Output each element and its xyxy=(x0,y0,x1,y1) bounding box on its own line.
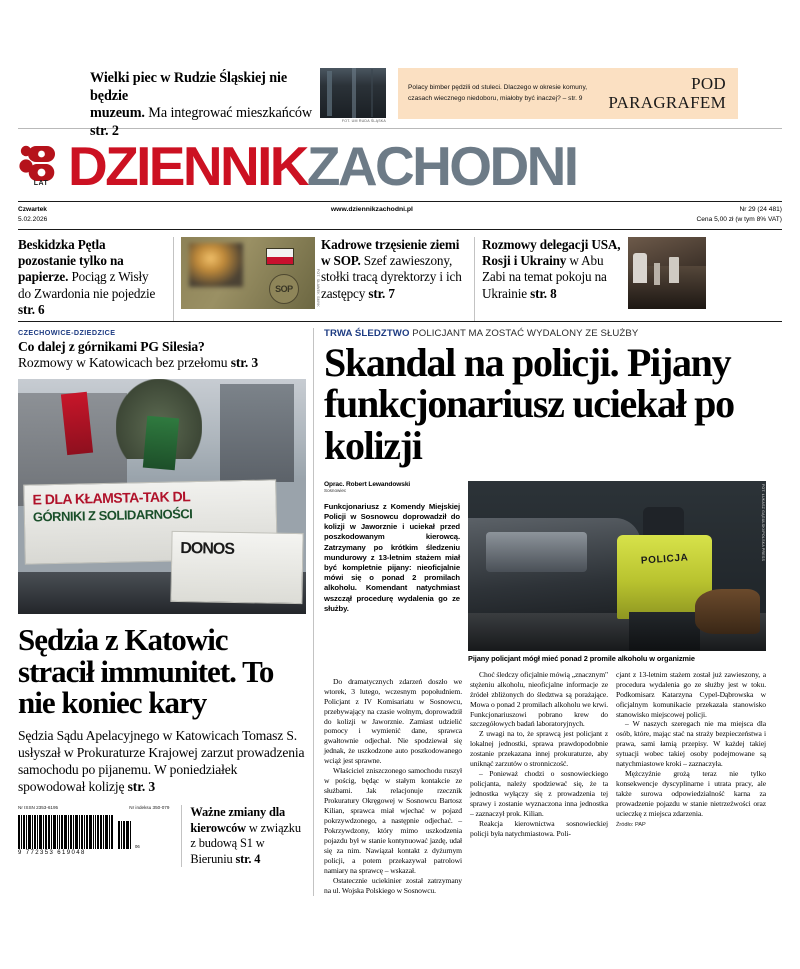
article-body-text-1 xyxy=(324,677,462,897)
index-label: Nr indeksu 350-079 xyxy=(129,805,170,811)
paragraph: Mężczyźnie grożą teraz nie tylko konsekwencje dyscyplinarne i utrata pracy, ale także surowa odpowiedzialność karna za prowadzenie pojazdu w stanie nietrzeźwości oraz ucieczkę z miejsca zdarzenia. xyxy=(616,769,766,819)
photo-dog xyxy=(695,589,761,633)
article-body-col2 xyxy=(470,670,616,897)
paragraph: Z uwagi na to, że sprawcą jest policjant z lokalnej jednostki, sprawa prawdopodobnie zostanie przekazana innej prokuraturze, aby uniknąć zarzutów o stronniczość. xyxy=(470,729,608,769)
left-teaser-silesia[interactable] xyxy=(18,339,305,372)
footer-teaser-bold: Ważne zmiany dla kierowców xyxy=(190,805,286,835)
blast-furnace-photo xyxy=(320,68,386,118)
teaser-delegacje[interactable] xyxy=(482,237,628,321)
teaser-2-rest: Szef zawieszony, stołki tracą dyrektorzy i ich zastępcy xyxy=(321,253,462,301)
teaser-1-bold: Beskidzka Pętla pozostanie tylko na papierze. xyxy=(18,236,124,285)
teaser-3-page[interactable]: str. 8 xyxy=(530,285,557,301)
teaser-2-page[interactable]: str. 7 xyxy=(368,285,395,301)
masthead-title-zachodni: ZACHODNI xyxy=(306,135,577,198)
issn-barcode-block xyxy=(18,805,173,867)
protest-banner-line1: E DLA KŁAMSTA-TAK DL xyxy=(32,488,191,508)
top-teaser-page[interactable]: str. 2 xyxy=(90,122,119,139)
secondary-lead-text: Sędzia Sądu Apelacyjnego w Katowicach Tomasz S. usłyszał w Prokuraturze Krajowej zarzut prowadzenia samochodu po pijanemu. W poniedziałek spowodował kolizję xyxy=(18,727,305,794)
paragraph: – Ponieważ chodzi o sosnowieckiego policjanta, należy spodziewać się, że ta jednostka wyłączy się z prowadzenia tej sprawy i zostanie wyznaczona inna jednostka – zaznaczył prok. Kilian. xyxy=(470,769,608,819)
anniversary-lat-label: LAT xyxy=(33,180,49,187)
police-vest-label: POLICJA xyxy=(640,552,689,567)
top-teaser-bold1: Wielki piec w Rudzie Śląskiej nie będzie xyxy=(90,70,288,104)
issn-label: Nr ISSN 2353-6195 xyxy=(18,805,59,811)
footer-divider xyxy=(181,805,182,867)
top-teaser-strip xyxy=(0,0,800,139)
teaser-1-rest: Pociąg z Wisły do Zwardonia nie pojedzie xyxy=(18,269,156,301)
protest-banner-line2: GÓRNIKI Z SOLIDARNOŚCI xyxy=(32,506,193,525)
teaser-sop[interactable] xyxy=(321,237,467,321)
article-body-col1 xyxy=(324,670,470,897)
paragraph: Reakcja kierownictwa sosnowieckiej policji była natychmiastowa. Poli- xyxy=(470,819,608,839)
protest-banner-right-text: DONOS xyxy=(179,539,234,558)
paragraph: Właściciel zniszczonego samochodu ruszył w pościg, będąc w stałym kontakcie ze służbami. Jak relacjonuje rzecznik Prokuratury Okręgowej w Sosnowcu Bartosz Kilian, sprawca miał wjechać w pojazd pokrzywdzonego, a następnie odjechać. – Pokrzywdzony, który mimo uszkodzenia pojazdu był w stanie kontynuować jazdę, udał się za nim. Nawiązał kontakt z dyżurnym policji, a potem przekazywał patrolowi namiary na sprawcę – wskazał. xyxy=(324,766,462,876)
anniversary-80-logo xyxy=(18,144,64,190)
article-photo-wrap xyxy=(468,481,766,670)
article-column-1 xyxy=(324,481,468,670)
sop-uniform-photo xyxy=(181,237,315,309)
article-body-text-3 xyxy=(616,670,766,820)
article-photo-caption: Pijany policjant mógł mieć ponad 2 promile alkoholu w organizmie xyxy=(468,653,695,663)
masthead-title xyxy=(68,135,577,198)
top-teaser-text xyxy=(18,62,314,140)
price-label: Cena 5,00 zł (w tym 8% VAT) xyxy=(696,215,782,223)
delegation-meeting-photo xyxy=(628,237,706,309)
weekday-label: Czwartek xyxy=(18,206,47,213)
article-photo-credit: FOT. ŁUKASZ GĄGULSKI/POLSKA PRESS xyxy=(761,483,765,561)
polish-flag-patch-icon xyxy=(266,248,294,265)
article-body-col3 xyxy=(616,670,766,897)
date-label: 5.02.2026 xyxy=(18,215,48,223)
paragraph: Ostatecznie uciekinier został zatrzymany na ul. Wojska Polskiego w Sosnowcu. xyxy=(324,876,462,896)
masthead xyxy=(0,129,800,197)
top-teaser-photo-wrap xyxy=(314,62,386,123)
teaser-3-bold: Rozmowy delegacji USA, Rosji i Ukrainy xyxy=(482,236,621,269)
pod-paragrafem-box[interactable] xyxy=(398,68,738,119)
main-body xyxy=(18,322,782,896)
left-teaser-headline: Co dalej z górnikami PG Silesia? xyxy=(18,338,205,354)
barcode xyxy=(18,815,173,849)
footer-teaser-drivers[interactable] xyxy=(190,805,305,867)
pod-paragrafem-text: Polacy bimber pędzili od stuleci. Dlaczego w okresie komuny, czasach wiecznego niedoboru, miałoby być inaczej? – str. 9 xyxy=(408,84,588,102)
teaser-row xyxy=(18,230,782,322)
teaser-divider-1 xyxy=(173,237,174,321)
pod-paragrafem-line1: POD xyxy=(691,74,726,94)
barcode-addon-bars xyxy=(118,815,132,849)
main-article xyxy=(314,328,766,896)
website-url[interactable]: www.dziennikzachodni.pl xyxy=(330,206,413,213)
footer-teaser-page[interactable]: str. 4 xyxy=(235,851,261,866)
miners-protest-photo xyxy=(18,379,306,614)
footer-left xyxy=(18,805,305,867)
top-teaser-bold2: muzeum. xyxy=(90,105,145,122)
photo-officer-head xyxy=(643,507,684,539)
main-kicker-rest: POLICJANT MA ZOSTAĆ WYDALONY ZE SŁUŻBY xyxy=(409,327,639,339)
article-top-row xyxy=(324,481,766,670)
protest-banner-secondary xyxy=(170,531,304,604)
paragraph: Choć śledczy oficjalnie mówią „znacznym" stężeniu alkoholu, nieoficjalne informacje ze źródeł zbliżonych do śledztwa są porażające. Mowa o ponad 2 promilach alkoholu we krwi. Funkcjonariuszowi pobrano krew do szczegółowych badań laboratoryjnych. xyxy=(470,669,608,729)
barcode-bars xyxy=(18,815,114,849)
pod-paragrafem-logo xyxy=(608,75,728,111)
article-byline: Oprac. Robert Lewandowski xyxy=(324,480,411,488)
barcode-digits: 9 772353 619048 xyxy=(18,850,86,857)
teaser-2-bold: Kadrowe trzęsienie ziemi w SOP. xyxy=(321,236,460,269)
article-byline-city: Sosnowiec xyxy=(324,487,347,493)
secondary-lead-page[interactable]: str. 3 xyxy=(127,778,155,794)
issn-row xyxy=(18,805,173,810)
info-bar xyxy=(18,202,782,230)
left-kicker-location: CZECHOWICE-DZIEDZICE xyxy=(18,327,116,337)
photo-car-window xyxy=(486,532,587,573)
main-kicker-bold: TRWA ŚLEDZTWO xyxy=(324,327,410,339)
teaser-beskidzka-petla[interactable] xyxy=(18,237,166,321)
top-teaser-rest: Ma integrować mieszkańców xyxy=(144,105,313,122)
sop-badge-icon: SOP xyxy=(269,274,299,304)
teaser-divider-2 xyxy=(474,237,475,321)
barcode-addon-digits: 06 xyxy=(135,844,140,850)
photo-officer-legs xyxy=(629,612,701,650)
teaser-1-page[interactable]: str. 6 xyxy=(18,301,45,317)
article-body-columns xyxy=(324,670,766,897)
police-officer-photo xyxy=(468,481,766,651)
teaser-3-rest: w Abu Zabi na temat pokoju na Ukrainie xyxy=(482,253,607,301)
paragraph: Do dramatycznych zdarzeń doszło we wtorek, 3 lutego, wczesnym popołudniem. Policjant z IV Komisariatu w Sosnowcu, przebywający na czasie wolnym, doprowadził do kolizji w Jaworznie. Zamiast udzielić pomocy i wymienić dane, sprawca gwałtownie odjechał. Nie spodziewał się jednak, że uszkodzone auto poszkodowanego wciąż jest sprawne. xyxy=(324,676,462,766)
issue-price-block xyxy=(696,205,782,225)
issue-number: Nr 29 (24 481) xyxy=(739,206,782,213)
photo-building-right xyxy=(220,384,295,483)
paragraph: – W naszych szeregach nie ma miejsca dla osób, które, mając stać na straży bezpieczeństwa i prawa, sami łamią przepisy. W każdej takiej sytuacji wobec takiej osoby podejmowane są natychmiastowe kroki – zaznaczyła. xyxy=(616,719,766,769)
main-article-headline[interactable]: Skandal na policji. Pijany funkcjonariusz uciekał po kolizji xyxy=(324,339,734,468)
secondary-lead-judge xyxy=(18,728,305,796)
left-column xyxy=(18,328,314,896)
footer-teaser-rest: w związku z budową S1 w Bieruniu xyxy=(190,820,301,866)
publication-date-block xyxy=(18,205,47,225)
sop-photo-credit: FOT. SŁAWEK SMYK xyxy=(316,268,320,307)
secondary-headline-judge[interactable]: Sędzia z Katowic stracił immunitet. To nie koniec kary xyxy=(18,621,274,721)
left-teaser-sub: Rozmowy w Katowicach bez przełomu xyxy=(18,355,231,371)
left-teaser-page[interactable]: str. 3 xyxy=(230,355,259,371)
photo-credit: FOT. UM RUDA ŚLĄSKA xyxy=(341,119,386,123)
masthead-title-dziennik: DZIENNIK xyxy=(68,135,307,198)
pod-paragrafem-line2: PARAGRAFEM xyxy=(608,92,726,112)
protest-flag-green-icon xyxy=(143,415,179,469)
article-source: Źródło: PAP xyxy=(616,822,646,829)
article-body-text-2 xyxy=(470,670,608,840)
paragraph: cjant z 13-letnim stażem został już zawieszony, a procedura wydalenia go ze służby jest w toku. Podkomisarz Katarzyna Cypel-Dąbrowska w oficjalnym komunikacie przekazała stanowisko stanowisko miejscowej policji. xyxy=(616,669,766,719)
article-lead: Funkcjonariusz z Komendy Miejskiej Policji w Sosnowcu doprowadził do kolizji w Jaworznie i uciekał przed poszkodowanym kierowcą. Zatrzymany po krótkim śledzeniu mundurowy z 13-letnim stażem miał być kompletnie pijany: nieoficjalnie mówi się o ponad 2 promilach alkoholu. Komendant natychmiast wszczął procedurę wydalenia go ze służby. xyxy=(324,501,460,613)
